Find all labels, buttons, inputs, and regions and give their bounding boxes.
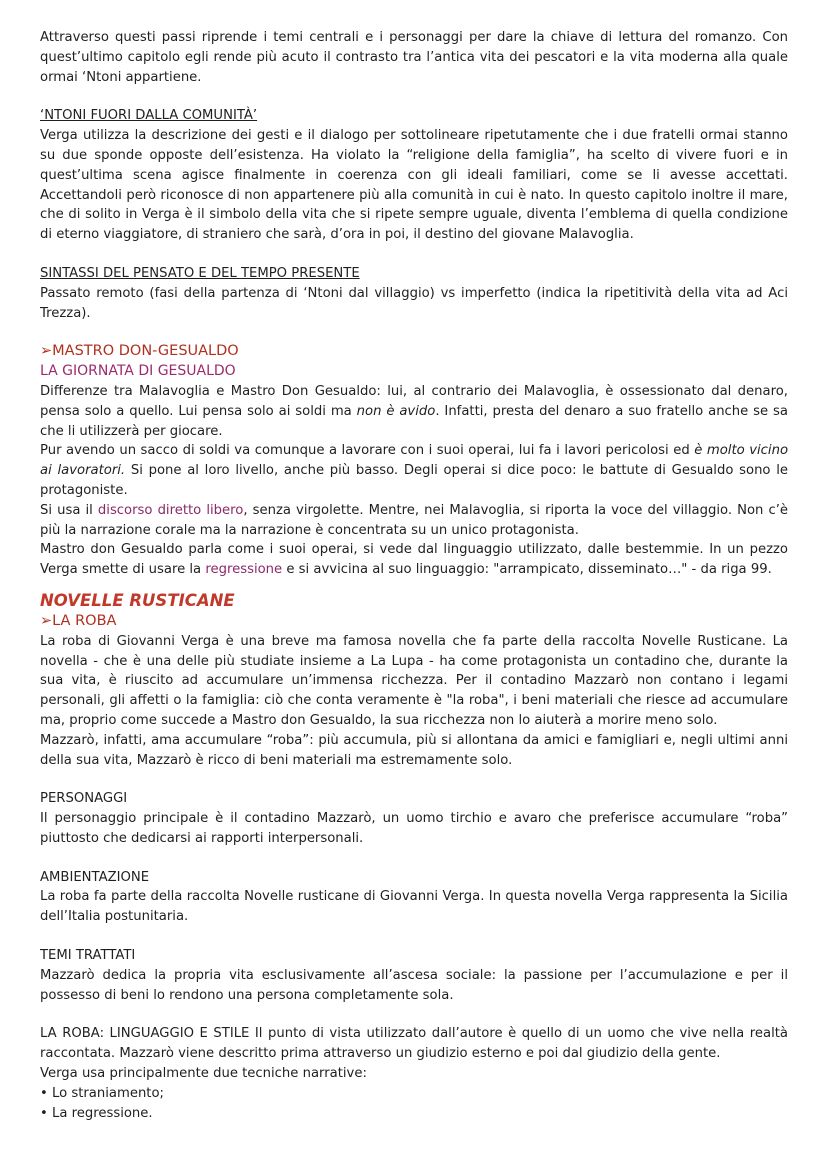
bullet-item: • La regressione.: [40, 1105, 153, 1121]
stile-paragraph: LA ROBA: LINGUAGGIO E STILE Il punto di vista utilizzato dall’autore è quello di un uomo che vive nella realtà raccontata. Mazzarò viene descritto prima attraverso un giudizio esterno e poi dal giudizio della gente.: [40, 1026, 789, 1062]
sintassi-paragraph: Passato remoto (fasi della partenza di ‘Ntoni dal villaggio) vs imperfetto (indica la ripetitività della vita ad Aci Trezza).: [40, 285, 788, 321]
regressione-link: regressione: [205, 562, 283, 578]
gesualdo-paragraph-4: Mastro don Gesualdo parla come i suoi operai, si vede dal linguaggio utilizzato, dalle bestemmie. In un pezzo Verga smette di usare la regressione e si avvicina al suo linguaggio: "arrampicato, disseminato…" - da riga 99.: [40, 542, 788, 578]
gesualdo-subheading: LA GIORNATA DI GESUALDO: [40, 363, 236, 380]
la-roba-paragraph-2: Mazzarò, infatti, ama accumulare “roba”: più accumula, più si allontana da amici e famigliari e, negli ultimi anni della sua vita, Mazzarò è ricco di beni materiali ma estremamente solo.: [40, 732, 788, 768]
gesualdo-paragraph-2: Pur avendo un sacco di soldi va comunque a lavorare con i suoi operai, lui fa i lavori pericolosi ed è molto vicino ai lavoratori. Si pone al loro livello, anche più basso. Degli operai si dice poco: le battute di Gesualdo sono le protagoniste.: [40, 443, 789, 498]
ntoni-paragraph: Verga utilizza la descrizione dei gesti e il dialogo per sottolineare ripetutamente che i due fratelli ormai stanno su due sponde opposte dell’esistenza. Ha violato la “religione della famiglia”, ha scelto di vivere fuori e in quest’ultima scena agisce finalmente in coerenza con gli ideali familiari, come se li avesse accettati. Accettandoli però riconosce di non appartenere più alla comunità in cui è nato. In questo capitolo inoltre il mare, che di solito in Verga è il simbolo della vita che si ripete sempre uguale, diventa l’emblema di quella condizione di eterno viaggiatore, di straniero che sarà, d’ora in poi, il destino del giovane Malavoglia.: [40, 128, 788, 243]
novelle-heading: NOVELLE RUSTICANE: [40, 590, 235, 610]
ambientazione-paragraph: La roba fa parte della raccolta Novelle rusticane di Giovanni Verga. In questa novella Verga rappresenta la Sicilia dell’Italia postunitaria.: [40, 889, 788, 925]
temi-paragraph: Mazzarò dedica la propria vita esclusivamente all’ascesa sociale: la passione per l’accumulazione e per il possesso di beni lo rendono una persona completamente sola.: [40, 967, 788, 1003]
discorso-diretto-libero-link: discorso diretto libero: [97, 502, 244, 518]
sintassi-heading: SINTASSI DEL PENSATO E DEL TEMPO PRESENTE: [40, 265, 360, 281]
stile-heading: LA ROBA: LINGUAGGIO E STILE: [40, 1026, 250, 1042]
personaggi-heading: PERSONAGGI: [40, 791, 128, 807]
gesualdo-paragraph-3: Si usa il discorso diretto libero, senza virgolette. Mentre, nei Malavoglia, si riporta la voce del villaggio. Non c’è più la narrazione corale ma la narrazione è concentrata su un unico protagonista.: [40, 502, 789, 538]
personaggi-paragraph: Il personaggio principale è il contadino Mazzarò, un uomo tirchio e avaro che preferisce accumulare “roba” piuttosto che dedicarsi ai rapporti interpersonali.: [40, 811, 788, 846]
ambientazione-heading: AMBIENTAZIONE: [40, 869, 150, 885]
la-roba-heading: ➢LA ROBA: [40, 612, 117, 629]
ntoni-heading: ‘NTONI FUORI DALLA COMUNITÀ’: [40, 108, 258, 124]
intro-paragraph: Attraverso questi passi riprende i temi centrali e i personaggi per dare la chiave di lettura del romanzo. Con quest’ultimo capitolo egli rende più acuto il contrasto tra l’antica vita dei pescatori e la vita moderna alla quale ormai ‘Ntoni appartiene.: [40, 30, 788, 85]
la-roba-paragraph-1: La roba di Giovanni Verga è una breve ma famosa novella che fa parte della raccolta Novelle Rusticane. La novella - che è una delle più studiate insieme a La Lupa - ha come protagonista un contadino che, durante la sua vita, è riuscito ad accumulare un’immensa ricchezza. Per il contadino Mazzarò non contano i legami personali, gli affetti o la famiglia: ciò che conta veramente è "la roba", i beni materiali che riesce ad accumulare ma, proprio come succede a Mastro don Gesualdo, la sua ricchezza non lo aiuterà a morire meno solo.: [40, 633, 788, 728]
bullet-item: • Lo straniamento;: [40, 1085, 164, 1101]
gesualdo-heading: ➢MASTRO DON-GESUALDO: [40, 343, 239, 360]
temi-heading: TEMI TRATTATI: [40, 948, 136, 964]
gesualdo-paragraph-1: Differenze tra Malavoglia e Mastro Don Gesualdo: lui, al contrario dei Malavoglia, è ossessionato dal denaro, pensa solo a quello. Lui pensa solo ai soldi ma non è avido. Infatti, presta del denaro a suo fratello anche se sa che li utilizzerà per giocare.: [40, 383, 789, 439]
stile-line-2: Verga usa principalmente due tecniche narrative:: [40, 1066, 367, 1082]
